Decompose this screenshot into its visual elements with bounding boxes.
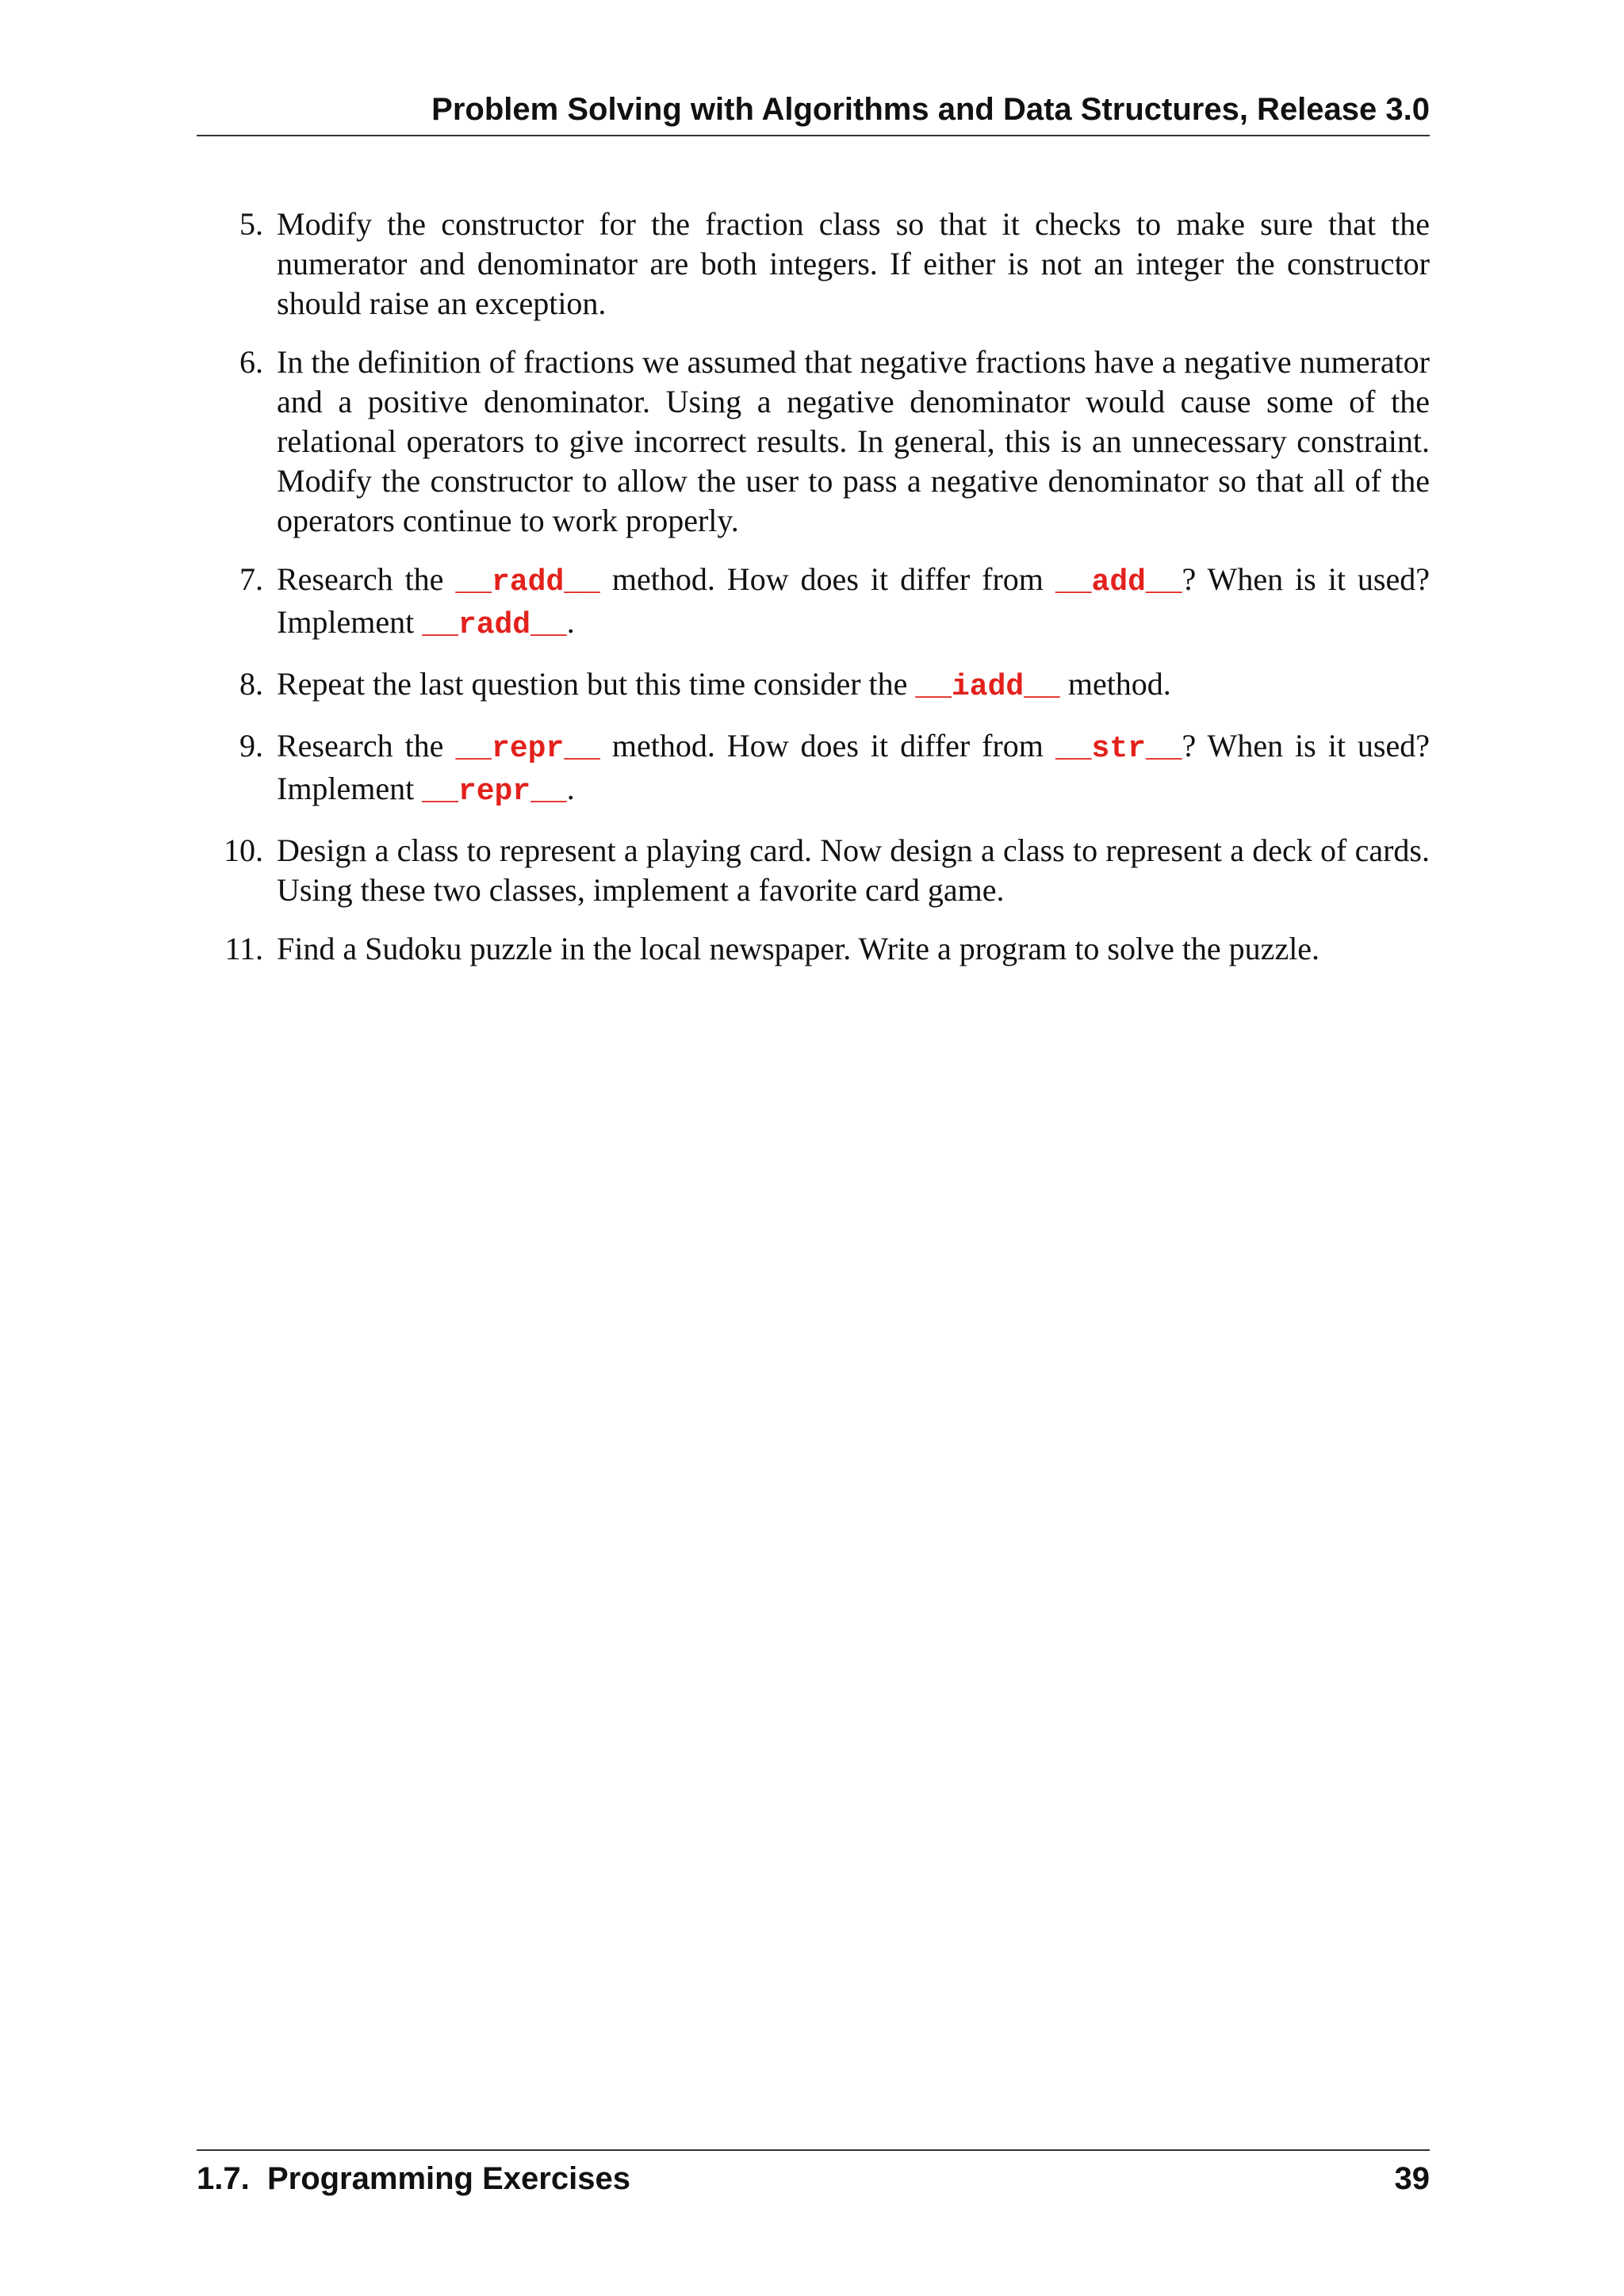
exercise-item — [197, 664, 1430, 707]
method-name-code: __repr__ — [455, 732, 600, 766]
footer-section-title: 1.7. Programming Exercises — [197, 2161, 630, 2196]
exercise-text-run: Design a class to represent a playing card. Now design a class to represent a deck of cards. Using these two classes, implement a favorite card game. — [277, 832, 1430, 908]
exercise-item — [197, 560, 1430, 645]
exercise-text-run: method. How does it differ from — [599, 561, 1055, 597]
running-header: Problem Solving with Algorithms and Data Structures, Release 3.0 — [431, 92, 1430, 127]
exercise-number: 8. — [239, 666, 263, 702]
exercise-list — [197, 205, 1430, 988]
method-name-code: __radd__ — [422, 608, 567, 642]
exercise-text — [277, 205, 1430, 323]
method-name-code: __str__ — [1055, 732, 1182, 766]
exercise-number: 7. — [239, 561, 263, 597]
exercise-item — [197, 929, 1430, 969]
exercise-text — [277, 664, 1430, 707]
exercise-text-run: Modify the constructor for the fraction class so that it checks to make sure that the numerator and denominator are both integers. If either is not an integer the constructor should raise an exception. — [277, 206, 1430, 321]
exercise-number: 10. — [224, 832, 263, 868]
footer-rule — [197, 2149, 1430, 2151]
exercise-text-run: Find a Sudoku puzzle in the local newspaper. Write a program to solve the puzzle. — [277, 931, 1320, 966]
exercise-text-run: In the definition of fractions we assumed that negative fractions have a negative numerator and a positive denominator. Using a negative denominator would cause some of the relational operators to give incorrect results. In general, this is an unnecessary constraint. Modify the constructor to allow the user to pass a negative denominator so that all of the operators continue to work properly. — [277, 344, 1430, 538]
exercise-text — [277, 929, 1430, 969]
exercise-text-run: method. How does it differ from — [599, 728, 1055, 763]
exercise-text-run: Repeat the last question but this time consider the — [277, 666, 916, 702]
method-name-code: __radd__ — [455, 565, 600, 599]
exercise-text-run: Research the — [277, 561, 456, 597]
exercise-text — [277, 726, 1430, 812]
exercise-text-run: ? When is it used? Implement — [277, 561, 1430, 640]
exercise-text-run: method. — [1059, 666, 1171, 702]
exercise-text — [277, 560, 1430, 645]
exercise-item — [197, 342, 1430, 541]
method-name-code: __iadd__ — [915, 670, 1060, 704]
exercise-text-run: . — [566, 771, 575, 806]
exercise-text-run: Research the — [277, 728, 456, 763]
exercise-text — [277, 831, 1430, 910]
exercise-text-run: ? When is it used? Implement — [277, 728, 1430, 806]
exercise-text — [277, 342, 1430, 541]
exercise-item — [197, 205, 1430, 323]
exercise-text-run: . — [566, 604, 575, 640]
exercise-item — [197, 831, 1430, 910]
exercise-number: 6. — [239, 344, 263, 380]
page-number: 39 — [1394, 2161, 1430, 2196]
method-name-code: __repr__ — [422, 775, 567, 809]
exercise-number: 5. — [239, 206, 263, 242]
method-name-code: __add__ — [1055, 565, 1182, 599]
exercise-number: 9. — [239, 728, 263, 763]
exercise-number: 11. — [224, 931, 263, 966]
exercise-item — [197, 726, 1430, 812]
header-rule — [197, 135, 1430, 136]
